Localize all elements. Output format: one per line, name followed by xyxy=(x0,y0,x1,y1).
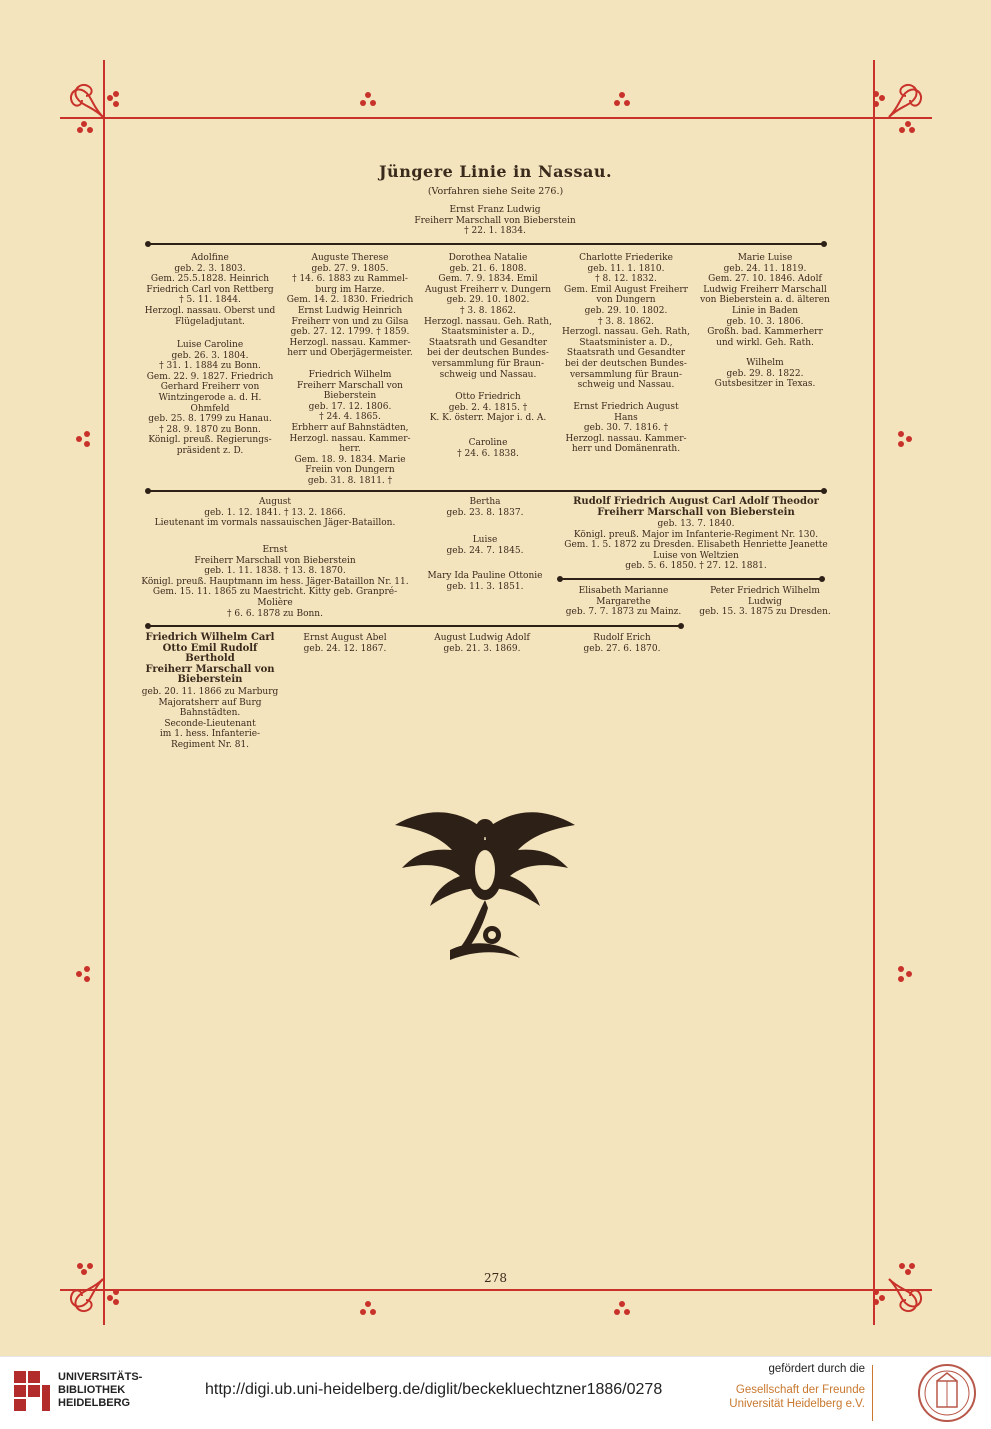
entry-friedrich-wilhelm-carl-info: geb. 20. 11. 1866 zu Marburg Majoratsherr auf Burg Bahnstädten. Seconde-Lieutenant im 1. hess. Infanterie- Regiment Nr. 81. xyxy=(141,687,279,750)
frame-top-line xyxy=(60,117,932,119)
entry-elisabeth-marianne: Elisabeth Marianne Margarethe geb. 7. 7. 1873 zu Mainz. xyxy=(565,586,682,618)
entry-rudolf-erich: Rudolf Erich geb. 27. 6. 1870. xyxy=(583,633,661,654)
entry-caroline: Caroline † 24. 6. 1838. xyxy=(457,438,519,459)
trefoil-ornament-icon xyxy=(895,430,913,448)
trefoil-ornament-icon xyxy=(613,91,631,109)
frame-left-line xyxy=(103,60,105,1325)
ancestor-entry: Ernst Franz Ludwig Freiherr Marschall von Bieberstein † 22. 1. 1834. xyxy=(414,205,576,237)
entry-friedrich-wilhelm-carl-name: Friedrich Wilhelm Carl Otto Emil Rudolf Berthold Freiherr Marschall von Bieberstein xyxy=(145,632,275,686)
page-number: 278 xyxy=(484,1271,507,1285)
library-name: UNIVERSITÄTS- BIBLIOTHEK HEIDELBERG xyxy=(58,1371,143,1409)
trefoil-ornament-icon xyxy=(75,965,93,983)
entry-ernst-august-abel: Ernst August Abel geb. 24. 12. 1867. xyxy=(303,633,387,654)
entry-otto-friedrich: Otto Friedrich geb. 2. 4. 1815. † K. K. österr. Major i. d. A. xyxy=(429,392,547,424)
entry-marie-luise: Marie Luise geb. 24. 11. 1819. Gem. 27. 10. 1846. Adolf Ludwig Freiherr Marschall von Bieberstein a. d. älteren Linie in Baden geb. 10. 3. 1806. Großh. bad. Kammerherr und wirkl. Geh. Rath. xyxy=(700,253,830,348)
trefoil-ornament-icon xyxy=(75,430,93,448)
library-logo-icon xyxy=(14,1371,54,1415)
entry-luise-caroline: Luise Caroline geb. 26. 3. 1804. † 31. 1. 1884 zu Bonn. Gem. 22. 9. 1827. Friedrich Gerhard Freiherr von Wintzingerode a. d. H. Ohmfeld geb. 25. 8. 1799 zu Hanau. † 28. 9. 1870 zu Bonn. Königl. preuß. Regierungs- präsident z. D. xyxy=(146,340,274,456)
entry-friedrich-wilhelm: Friedrich Wilhelm Freiherr Marschall von Bieberstein geb. 17. 12. 1806. † 24. 4. 1865. Erbherr auf Bahnstädten, Herzogl. nassau. Kammer- herr. Gem. 18. 9. 1834. Marie Freiin von Dungern geb. 31. 8. 1811. † xyxy=(289,370,411,486)
generation-rule xyxy=(148,490,824,492)
entry-luise-1845: Luise geb. 24. 7. 1845. xyxy=(446,535,524,556)
frame-right-line xyxy=(873,60,875,1325)
frame-bottom-line xyxy=(60,1289,932,1291)
trefoil-ornament-icon xyxy=(359,91,377,109)
eagle-vignette-icon xyxy=(390,790,580,970)
entry-wilhelm: Wilhelm geb. 29. 8. 1822. Gutsbesitzer in Texas. xyxy=(714,358,816,390)
entry-ernst: Ernst Freiherr Marschall von Bieberstein geb. 1. 11. 1838. † 13. 8. 1870. Königl. preuß. Hauptmann im hess. Jäger-Bataillon Nr. 11. Gem. 15. 11. 1865 zu Maestricht. Kitty geb. Granpré- Molière † 6. 6. 1878 zu Bonn. xyxy=(141,545,409,619)
entry-rudolf-info: geb. 13. 7. 1840. Königl. preuß. Major im Infanterie-Regiment Nr. 130. Gem. 1. 5. 1872 zu Dresden. Elisabeth Henriette Jeanette Luise von Weltzien geb. 5. 6. 1850. † 27. 12. 1881. xyxy=(564,519,828,572)
footer-bar xyxy=(0,1356,991,1429)
page-title: Jüngere Linie in Nassau. xyxy=(378,162,613,181)
entry-august-ludwig-adolf: August Ludwig Adolf geb. 21. 3. 1869. xyxy=(434,633,530,654)
sponsor-label: gefördert durch die xyxy=(768,1363,865,1375)
entry-adolfine: Adolfine geb. 2. 3. 1803. Gem. 25.5.1828. Heinrich Friedrich Carl von Rettberg † 5. 11. 1844. Herzogl. nassau. Oberst und Flügeladjutant. xyxy=(144,253,276,327)
corner-ornament-icon xyxy=(860,1250,930,1320)
entry-august: August geb. 1. 12. 1841. † 13. 2. 1866. Lieutenant im vormals nassauischen Jäger-Bataillon. xyxy=(154,497,396,529)
entry-ernst-friedrich-august: Ernst Friedrich August Hans geb. 30. 7. 1816. † Herzogl. nassau. Kammer- herr und Domänenrath. xyxy=(565,402,687,455)
corner-ornament-icon xyxy=(860,76,930,146)
entry-charlotte-friederike: Charlotte Friederike geb. 11. 1. 1810. † 8. 12. 1832. Gem. Emil August Freiherr von Dungern geb. 29. 10. 1802. † 3. 8. 1862. Herzogl. nassau. Geh. Rath, Staatsminister a. D., Staatsrath und Gesandter bei der deutschen Bundes- versammlung für Braun- schweig und Nassau. xyxy=(562,253,690,391)
sponsor-name: Gesellschaft der Freunde Universität Heidelberg e.V. xyxy=(729,1384,865,1410)
entry-auguste-therese: Auguste Therese geb. 27. 9. 1805. † 14. 6. 1883 zu Rammel- burg im Harze. Gem. 14. 2. 1830. Friedrich Ernst Ludwig Heinrich Freiherr von und zu Gilsa geb. 27. 12. 1799. † 1859. Herzogl. nassau. Kammer- herr und Oberjägermeister. xyxy=(286,253,414,359)
trefoil-ornament-icon xyxy=(613,1300,631,1318)
corner-ornament-icon xyxy=(62,1250,132,1320)
footer-divider xyxy=(872,1365,873,1421)
entry-dorothea-natalie: Dorothea Natalie geb. 21. 6. 1808. Gem. 7. 9. 1834. Emil August Freiherr v. Dungern geb. 29. 10. 1802. † 3. 8. 1862. Herzogl. nassau. Geh. Rath, Staatsminister a. D., Staatsrath und Gesandter bei der deutschen Bundes- versammlung für Braun- schweig und Nassau. xyxy=(424,253,552,380)
generation-rule xyxy=(148,243,824,245)
entry-bertha: Bertha geb. 23. 8. 1837. xyxy=(446,497,524,518)
corner-ornament-icon xyxy=(62,76,132,146)
entry-rudolf-name: Rudolf Friedrich August Carl Adolf Theodor Freiherr Marschall von Bieberstein xyxy=(573,496,819,518)
university-seal-icon xyxy=(917,1363,977,1423)
trefoil-ornament-icon xyxy=(359,1300,377,1318)
trefoil-ornament-icon xyxy=(895,965,913,983)
entry-peter-friedrich: Peter Friedrich Wilhelm Ludwig geb. 15. 3. 1875 zu Dresden. xyxy=(699,586,831,618)
entry-mary-ida: Mary Ida Pauline Ottonie geb. 11. 3. 1851. xyxy=(427,571,543,592)
generation-rule xyxy=(148,625,681,627)
document-url[interactable]: http://digi.ub.uni-heidelberg.de/diglit/beckekluechtzner1886/0278 xyxy=(205,1381,663,1398)
ancestor-reference: (Vorfahren siehe Seite 276.) xyxy=(427,186,564,197)
generation-rule xyxy=(560,578,822,580)
